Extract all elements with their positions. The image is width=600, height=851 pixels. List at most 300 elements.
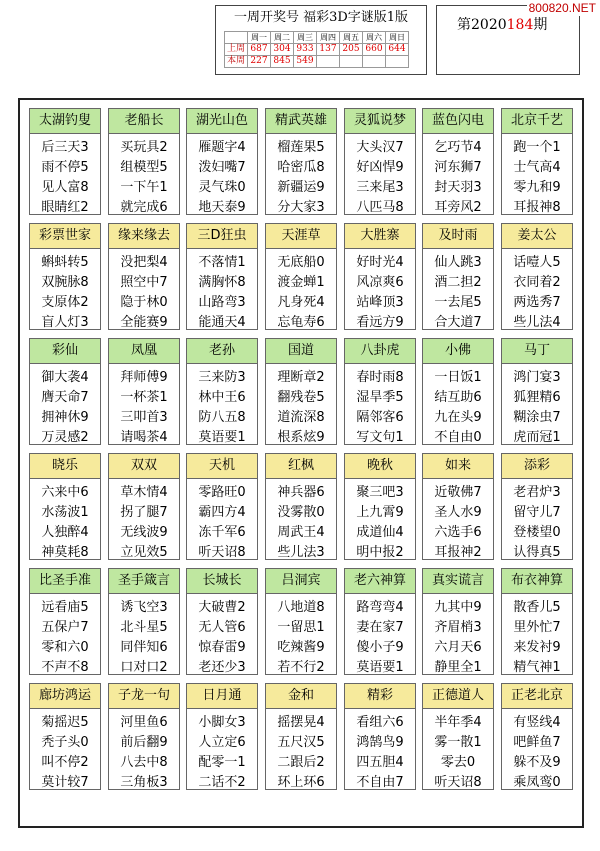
card-title: 缘来缘去: [109, 224, 179, 249]
table-corner: [225, 32, 248, 44]
riddle-card: [344, 568, 416, 675]
riddle-card: [422, 108, 494, 215]
card-lines: [423, 479, 493, 563]
riddle-line: 结互助6: [434, 390, 482, 405]
riddle-card: [501, 223, 573, 330]
riddle-line: 无底船0: [277, 255, 325, 270]
riddle-line: 春时雨8: [356, 370, 404, 385]
riddle-line: 妻在家7: [356, 620, 404, 635]
period-issue: 184: [506, 17, 534, 33]
riddle-line: 三来防3: [198, 370, 246, 385]
card-title: 马丁: [502, 339, 572, 364]
card-lines: [187, 134, 257, 218]
riddle-card: [265, 223, 337, 330]
card-lines: [109, 249, 179, 333]
riddle-line: 里外忙7: [513, 620, 561, 635]
card-title: 廊坊鸿运: [30, 684, 100, 709]
riddle-line: 道流深8: [277, 410, 325, 425]
riddle-line: 没雾散0: [277, 505, 325, 520]
card-lines: [502, 134, 572, 218]
riddle-line: 诱飞空3: [120, 600, 168, 615]
riddle-line: 六选手6: [434, 525, 482, 540]
day-header: 周六: [363, 32, 386, 44]
riddle-line: 吧鲜鱼7: [513, 735, 561, 750]
riddle-line: 拜师傅9: [120, 370, 168, 385]
riddle-line: 老还少3: [198, 660, 246, 675]
card-lines: [345, 364, 415, 448]
riddle-line: 不声不8: [41, 660, 89, 675]
draw-results-panel: [215, 5, 427, 75]
riddle-line: 泼妇嘴7: [198, 160, 246, 175]
riddle-line: 酒二担2: [434, 275, 482, 290]
card-title: 小佛: [423, 339, 493, 364]
riddle-card: [265, 683, 337, 790]
card-lines: [266, 364, 336, 448]
this-week-label: 本周: [225, 56, 248, 68]
card-lines: [187, 364, 257, 448]
riddle-line: 八去中8: [120, 755, 168, 770]
riddle-line: 零去0: [440, 755, 476, 770]
card-title: 老六神算: [345, 569, 415, 594]
riddle-line: 傻小子9: [356, 640, 404, 655]
card-title: 长城长: [187, 569, 257, 594]
riddle-line: 些儿法4: [513, 315, 561, 330]
riddle-card: [422, 683, 494, 790]
riddle-line: 莫语要1: [198, 430, 246, 445]
riddle-line: 渡金蝉1: [277, 275, 325, 290]
riddle-line: 周武王4: [277, 525, 325, 540]
card-title: 吕洞宾: [266, 569, 336, 594]
riddle-line: 翻残卷5: [277, 390, 325, 405]
result-cell: 549: [294, 56, 317, 68]
riddle-line: 好凶悍9: [356, 160, 404, 175]
riddle-line: 零和六0: [41, 640, 89, 655]
card-lines: [266, 134, 336, 218]
riddle-line: 大破曹2: [198, 600, 246, 615]
period-prefix: 第2020: [457, 17, 507, 33]
card-title: 及时雨: [423, 224, 493, 249]
riddle-line: 三叩首3: [120, 410, 168, 425]
riddle-card: [29, 683, 101, 790]
riddle-line: 地天泰9: [198, 200, 246, 215]
riddle-line: 神莫耗8: [41, 545, 89, 560]
day-header: 周三: [294, 32, 317, 44]
card-title: 晚秋: [345, 454, 415, 479]
riddle-line: 耳报神2: [434, 545, 482, 560]
riddle-card: [265, 108, 337, 215]
riddle-card: [186, 108, 258, 215]
riddle-line: 听天诏8: [198, 545, 246, 560]
site-watermark: 800820.NET: [528, 1, 596, 15]
riddle-line: 登楼望0: [513, 525, 561, 540]
card-lines: [187, 709, 257, 793]
riddle-line: 后三天3: [41, 140, 89, 155]
riddle-line: 一留思1: [277, 620, 325, 635]
riddle-card: [108, 453, 180, 560]
riddle-card: [501, 453, 573, 560]
riddle-line: 山路弯3: [198, 295, 246, 310]
card-lines: [345, 594, 415, 678]
riddle-line: 隔邻客6: [356, 410, 404, 425]
riddle-line: 霸四方4: [198, 505, 246, 520]
riddle-line: 六来中6: [41, 485, 89, 500]
card-lines: [423, 594, 493, 678]
riddle-line: 分大家3: [277, 200, 325, 215]
riddle-card: [501, 338, 573, 445]
this-week-row: [225, 56, 409, 68]
riddle-line: 躲不及9: [513, 755, 561, 770]
card-title: 彩票世家: [30, 224, 100, 249]
card-title: 子龙一句: [109, 684, 179, 709]
riddle-line: 神兵器6: [277, 485, 325, 500]
day-header: 周四: [317, 32, 340, 44]
riddle-line: 八匹马8: [356, 200, 404, 215]
result-cell: 205: [340, 44, 363, 56]
riddle-line: 吃辣酱9: [277, 640, 325, 655]
riddle-line: 看组六6: [356, 715, 404, 730]
card-title: 大胜寨: [345, 224, 415, 249]
card-title: 布衣神算: [502, 569, 572, 594]
riddle-line: 莫语要1: [356, 660, 404, 675]
riddle-line: 鸿门宴3: [513, 370, 561, 385]
card-lines: [266, 479, 336, 563]
card-lines: [187, 594, 257, 678]
card-title: 姜太公: [502, 224, 572, 249]
header-title: 一周开奖号 福彩3D字谜版1版: [233, 10, 409, 25]
card-title: 北京千艺: [502, 109, 572, 134]
riddle-card: [186, 683, 258, 790]
riddle-card: [29, 453, 101, 560]
card-title: 正老北京: [502, 684, 572, 709]
riddle-line: 没把梨4: [120, 255, 168, 270]
riddle-line: 耳旁风2: [434, 200, 482, 215]
riddle-card: [186, 453, 258, 560]
riddle-line: 封天羽3: [434, 180, 482, 195]
card-title: 晓乐: [30, 454, 100, 479]
riddle-card: [344, 108, 416, 215]
riddle-line: 糊涂虫7: [513, 410, 561, 425]
riddle-line: 好时光4: [356, 255, 404, 270]
riddle-line: 林中王6: [198, 390, 246, 405]
riddle-line: 一杯茶1: [120, 390, 168, 405]
result-cell: [386, 56, 409, 68]
riddle-line: 口对口2: [120, 660, 168, 675]
riddle-card: [422, 453, 494, 560]
riddle-line: 一下午1: [120, 180, 168, 195]
day-header: 周二: [271, 32, 294, 44]
riddle-card: [344, 683, 416, 790]
weekday-header-row: [225, 32, 409, 44]
card-title: 彩仙: [30, 339, 100, 364]
riddle-line: 写文句1: [356, 430, 404, 445]
card-title: 老孙: [187, 339, 257, 364]
card-title: 湖光山色: [187, 109, 257, 134]
riddle-line: 耳报神8: [513, 200, 561, 215]
riddle-line: 三角板3: [120, 775, 168, 790]
card-title: 金和: [266, 684, 336, 709]
riddle-card: [108, 338, 180, 445]
riddle-line: 跑一个1: [513, 140, 561, 155]
riddle-line: 鸿鹄鸟9: [356, 735, 404, 750]
riddle-line: 近敬佛7: [434, 485, 482, 500]
riddle-line: 明中报2: [356, 545, 404, 560]
card-lines: [109, 709, 179, 793]
riddle-line: 来发衬9: [513, 640, 561, 655]
riddle-line: 见人富8: [41, 180, 89, 195]
riddle-line: 叫不停2: [41, 755, 89, 770]
card-lines: [502, 364, 572, 448]
riddle-line: 些儿法3: [277, 545, 325, 560]
riddle-card: [422, 568, 494, 675]
riddle-line: 根系炫9: [277, 430, 325, 445]
riddle-line: 认得真5: [513, 545, 561, 560]
riddle-line: 二话不2: [198, 775, 246, 790]
riddle-line: 上九霄9: [356, 505, 404, 520]
period-number: [457, 14, 547, 34]
riddle-card: [344, 453, 416, 560]
card-lines: [502, 249, 572, 333]
card-lines: [345, 709, 415, 793]
riddle-line: 忘龟寿6: [277, 315, 325, 330]
card-lines: [266, 249, 336, 333]
riddle-line: 二跟后2: [277, 755, 325, 770]
riddle-card: [265, 568, 337, 675]
result-cell: [363, 56, 386, 68]
riddle-line: 精气神1: [513, 660, 561, 675]
day-header: 周一: [248, 32, 271, 44]
riddle-line: 留守儿7: [513, 505, 561, 520]
result-cell: 227: [248, 56, 271, 68]
result-cell: 687: [248, 44, 271, 56]
riddle-line: 双腕脉8: [41, 275, 89, 290]
period-suffix: 期: [533, 17, 548, 33]
riddle-card: [108, 683, 180, 790]
day-header: 周日: [386, 32, 409, 44]
riddle-line: 六月天6: [434, 640, 482, 655]
riddle-line: 零路旺0: [198, 485, 246, 500]
riddle-line: 乞巧节4: [434, 140, 482, 155]
card-lines: [109, 479, 179, 563]
card-lines: [266, 709, 336, 793]
card-title: 正德道人: [423, 684, 493, 709]
card-lines: [30, 709, 100, 793]
riddle-line: 盲人灯3: [41, 315, 89, 330]
riddle-line: 若不行2: [277, 660, 325, 675]
riddle-line: 士气高4: [513, 160, 561, 175]
riddle-line: 满胸怀8: [198, 275, 246, 290]
card-title: 八卦虎: [345, 339, 415, 364]
riddle-card: [186, 338, 258, 445]
riddle-line: 八地道8: [277, 600, 325, 615]
card-title: 圣手箴言: [109, 569, 179, 594]
riddle-line: 五尺汉5: [277, 735, 325, 750]
card-lines: [423, 709, 493, 793]
riddle-card: [422, 338, 494, 445]
riddle-line: 有竖线4: [513, 715, 561, 730]
riddle-line: 同伴知6: [120, 640, 168, 655]
riddle-card: [186, 223, 258, 330]
riddle-line: 不自由7: [356, 775, 404, 790]
riddle-line: 小脚女3: [198, 715, 246, 730]
last-week-label: 上周: [225, 44, 248, 56]
card-lines: [266, 594, 336, 678]
card-title: 真实谎言: [423, 569, 493, 594]
card-title: 天涯草: [266, 224, 336, 249]
riddle-line: 合大道7: [434, 315, 482, 330]
card-lines: [30, 364, 100, 448]
riddle-card: [108, 223, 180, 330]
riddle-line: 环上环6: [277, 775, 325, 790]
card-title: 比圣手准: [30, 569, 100, 594]
riddle-line: 衣同着2: [513, 275, 561, 290]
riddle-line: 立见效5: [120, 545, 168, 560]
riddle-line: 一日饭1: [434, 370, 482, 385]
card-title: 双双: [109, 454, 179, 479]
card-lines: [187, 479, 257, 563]
riddle-line: 看远方9: [356, 315, 404, 330]
riddle-line: 大头汉7: [356, 140, 404, 155]
riddle-line: 雁题字4: [198, 140, 246, 155]
riddle-card: [108, 568, 180, 675]
riddle-line: 狐狸精6: [513, 390, 561, 405]
riddle-card: [501, 108, 573, 215]
riddle-line: 圣人水9: [434, 505, 482, 520]
riddle-line: 不自由0: [434, 430, 482, 445]
riddle-line: 膺天命7: [41, 390, 89, 405]
riddle-card: [108, 108, 180, 215]
riddle-card: [501, 683, 573, 790]
riddle-card: [29, 568, 101, 675]
riddle-line: 摇摆晃4: [277, 715, 325, 730]
riddle-line: 无线波9: [120, 525, 168, 540]
day-header: 周五: [340, 32, 363, 44]
card-lines: [502, 479, 572, 563]
riddle-line: 人立定6: [198, 735, 246, 750]
riddle-card: [29, 223, 101, 330]
riddle-line: 全能赛9: [120, 315, 168, 330]
riddle-line: 老君炉3: [513, 485, 561, 500]
result-cell: 644: [386, 44, 409, 56]
riddle-line: 就完成6: [120, 200, 168, 215]
card-lines: [109, 594, 179, 678]
card-title: 添彩: [502, 454, 572, 479]
card-lines: [30, 479, 100, 563]
riddle-line: 雾一散1: [434, 735, 482, 750]
riddle-line: 零九和9: [513, 180, 561, 195]
result-cell: 137: [317, 44, 340, 56]
riddle-card: [29, 108, 101, 215]
riddle-line: 能通天4: [198, 315, 246, 330]
result-cell: [317, 56, 340, 68]
riddle-line: 新疆运9: [277, 180, 325, 195]
riddle-line: 莫计较7: [41, 775, 89, 790]
riddle-line: 菊摇迟5: [41, 715, 89, 730]
result-cell: 660: [363, 44, 386, 56]
riddle-line: 河里鱼6: [120, 715, 168, 730]
riddle-line: 半年季4: [434, 715, 482, 730]
card-lines: [109, 134, 179, 218]
result-cell: 933: [294, 44, 317, 56]
riddle-line: 秃子头0: [41, 735, 89, 750]
riddle-line: 人独醉4: [41, 525, 89, 540]
card-lines: [30, 134, 100, 218]
riddle-line: 冻千军6: [198, 525, 246, 540]
riddle-line: 眼睛红2: [41, 200, 89, 215]
riddle-line: 请喝茶4: [120, 430, 168, 445]
riddle-line: 风凉爽6: [356, 275, 404, 290]
riddle-line: 北斗星5: [120, 620, 168, 635]
card-title: 老船长: [109, 109, 179, 134]
card-title: 如来: [423, 454, 493, 479]
result-cell: [340, 56, 363, 68]
riddle-line: 聚三吧3: [356, 485, 404, 500]
riddle-line: 散香儿5: [513, 600, 561, 615]
riddle-line: 一去尾5: [434, 295, 482, 310]
riddle-line: 五保户7: [41, 620, 89, 635]
riddle-line: 话噎人5: [513, 255, 561, 270]
card-title: 三D狂虫: [187, 224, 257, 249]
riddle-line: 惊春雷9: [198, 640, 246, 655]
card-lines: [423, 364, 493, 448]
riddle-line: 草木情4: [120, 485, 168, 500]
card-lines: [345, 249, 415, 333]
riddle-grid: [18, 98, 584, 828]
riddle-card: [265, 338, 337, 445]
riddle-line: 站峰顶3: [356, 295, 404, 310]
riddle-line: 河东狮7: [434, 160, 482, 175]
riddle-line: 拐了腿7: [120, 505, 168, 520]
riddle-line: 虎而冠1: [513, 430, 561, 445]
riddle-line: 支原体2: [41, 295, 89, 310]
riddle-card: [29, 338, 101, 445]
riddle-line: 组模型5: [120, 160, 168, 175]
result-cell: 304: [271, 44, 294, 56]
riddle-line: 湿旱季5: [356, 390, 404, 405]
riddle-line: 雨不停5: [41, 160, 89, 175]
riddle-line: 九在头9: [434, 410, 482, 425]
riddle-line: 理断章2: [277, 370, 325, 385]
riddle-line: 四五胆4: [356, 755, 404, 770]
riddle-line: 路弯弯4: [356, 600, 404, 615]
card-title: 灵狐说梦: [345, 109, 415, 134]
riddle-line: 听天诏8: [434, 775, 482, 790]
result-cell: 845: [271, 56, 294, 68]
riddle-line: 万灵感2: [41, 430, 89, 445]
card-lines: [345, 134, 415, 218]
riddle-line: 拥神休9: [41, 410, 89, 425]
weekly-results-table: [224, 31, 409, 68]
riddle-card: [501, 568, 573, 675]
riddle-card: [344, 223, 416, 330]
card-title: 精彩: [345, 684, 415, 709]
riddle-line: 蝌蚪转5: [41, 255, 89, 270]
riddle-line: 齐眉梢3: [434, 620, 482, 635]
riddle-line: 九其中9: [434, 600, 482, 615]
riddle-line: 哈密瓜8: [277, 160, 325, 175]
riddle-line: 防八五8: [198, 410, 246, 425]
card-title: 红枫: [266, 454, 336, 479]
riddle-line: 凡身死4: [277, 295, 325, 310]
card-lines: [30, 594, 100, 678]
card-title: 太湖钓叟: [30, 109, 100, 134]
riddle-line: 隐于林0: [120, 295, 168, 310]
riddle-card: [186, 568, 258, 675]
riddle-line: 配零一1: [198, 755, 246, 770]
riddle-line: 无人管6: [198, 620, 246, 635]
riddle-line: 两选秀7: [513, 295, 561, 310]
riddle-line: 成道仙4: [356, 525, 404, 540]
card-lines: [502, 709, 572, 793]
